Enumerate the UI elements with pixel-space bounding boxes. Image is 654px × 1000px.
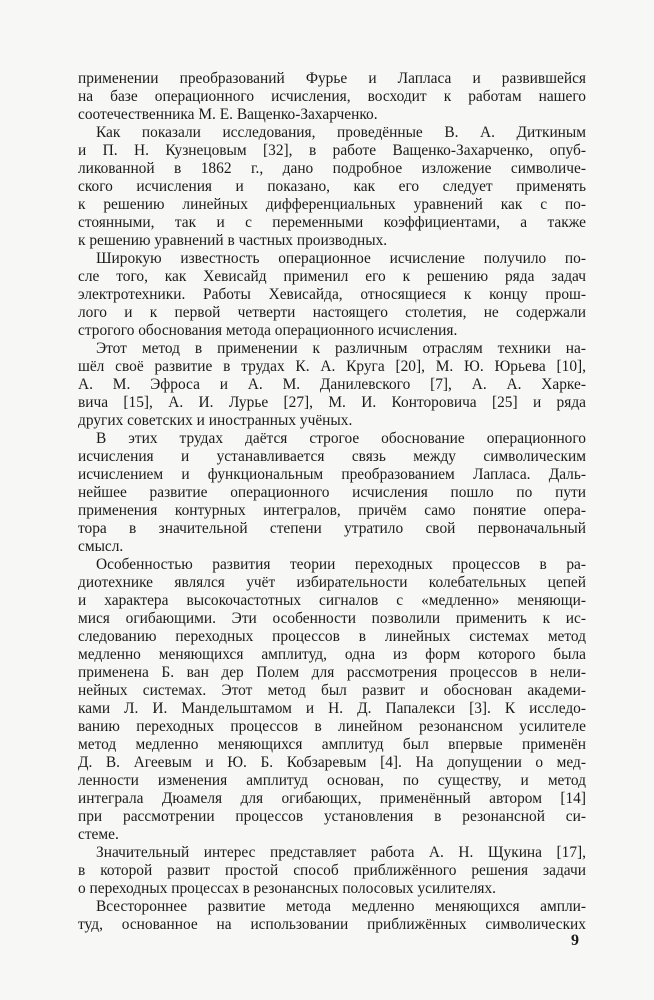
paragraph [78,70,586,124]
text-line: вича [15], А. И. Лурье [27], М. И. Конторовича [25] и ряда [78,394,586,411]
text-line: нейных системах. Этот метод был развит и обоснован академи- [78,682,586,699]
text-line: медленно меняющихся амплитуд, одна из форм которого была [78,646,586,663]
text-line: и характера высокочастотных сигналов с «медленно» меняющи- [78,592,586,609]
text-line: и П. Н. Кузнецовым [32], в работе Ващенко-Захарченко, опуб- [78,142,586,159]
text-line: В этих трудах даётся строгое обоснование операционного [96,430,586,447]
text-line: Всестороннее развитие метода медленно меняющихся ампли- [96,898,586,915]
text-line: интеграла Дюамеля для огибающих, применённый автором [14] [78,790,586,807]
text-line: применении преобразований Фурье и Лапласа и развившейся [78,70,586,87]
paragraph [78,430,586,556]
text-line: строгого обоснования метода операционного исчисления. [78,322,458,339]
text-line: стеме. [78,826,119,843]
text-line: тора в значительной степени утратило свой первоначальный [78,520,586,537]
page-number: 9 [571,932,579,949]
text-line: лого и к первой четверти настоящего столетия, не содержали [78,304,586,321]
text-line: туд, основанное на использовании приближённых символических [78,916,586,933]
text-line: ликованной в 1862 г., дано подробное изложение символиче- [78,160,586,177]
paragraph [78,124,586,250]
text-line: сле того, как Хевисайд применил его к решению ряда задач [78,268,586,285]
text-line: диотехнике являлся учёт избирательности колебательных цепей [78,574,586,591]
text-line: Особенностью развития теории переходных процессов в ра- [96,556,586,573]
text-line: А. М. Эфроса и А. М. Данилевского [7], А. А. Харке- [78,376,586,393]
text-line: к решению уравнений в частных производных. [78,232,388,249]
text-line: исчислением и функциональным преобразованием Лапласа. Даль- [78,466,586,483]
text-line: метод медленно меняющихся амплитуд был впервые применён [78,736,586,753]
paragraph [78,898,586,934]
text-line: нейшее развитие операционного исчисления пошло по пути [78,484,586,501]
text-line: ками Л. И. Мандельштамом и Н. Д. Папалекси [3]. К исследо- [78,700,586,717]
text-line: Д. В. Агеевым и Ю. Б. Кобзаревым [4]. На допущении о мед- [78,754,586,771]
text-line: применения контурных интегралов, причём само понятие опера- [78,502,586,519]
paragraph [78,250,586,340]
text-line: Этот метод в применении к различным отраслям техники на- [96,340,586,357]
text-line: ского исчисления и показано, как его следует применять [78,178,586,195]
text-line: Широкую известность операционное исчисление получило по- [96,250,586,267]
body-text [78,70,586,934]
text-line: о переходных процессах в резонансных полосовых усилителях. [78,880,497,897]
paragraph [78,340,586,430]
text-line: соотечественника М. Е. Ващенко-Захарченко. [78,106,378,123]
text-line: исчисления и устанавливается связь между символическим [78,448,586,465]
paragraph [78,556,586,844]
text-line: мися огибающими. Эти особенности позволили применить к ис- [78,610,586,627]
text-line: ванию переходных процессов в линейном резонансном усилителе [78,718,586,735]
text-line: к решению линейных дифференциальных уравнений как с по- [78,196,586,213]
text-line: применена Б. ван дер Полем для рассмотрения процессов в нели- [78,664,586,681]
text-line: при рассмотрении процессов установления в резонансной си- [78,808,586,825]
text-line: следованию переходных процессов в линейных системах метод [78,628,586,645]
text-line: Значительный интерес представляет работа А. Н. Щукина [17], [96,844,586,861]
paragraph [78,844,586,898]
text-line: стоянными, так и с переменными коэффициентами, а также [78,214,586,231]
text-line: шёл своё развитие в трудах К. А. Круга [20], М. Ю. Юрьева [10], [78,358,586,375]
text-line: других советских и иностранных учёных. [78,412,353,429]
text-line: электротехники. Работы Хевисайда, относящиеся к концу прош- [78,286,586,303]
text-line: ленности изменения амплитуд основан, по существу, и метод [78,772,586,789]
text-line: смысл. [78,538,124,555]
text-line: на базе операционного исчисления, восходит к работам нашего [78,88,586,105]
text-line: в которой развит простой способ приближённого решения задачи [78,862,586,879]
text-line: Как показали исследования, проведённые В. А. Диткиным [96,124,586,141]
